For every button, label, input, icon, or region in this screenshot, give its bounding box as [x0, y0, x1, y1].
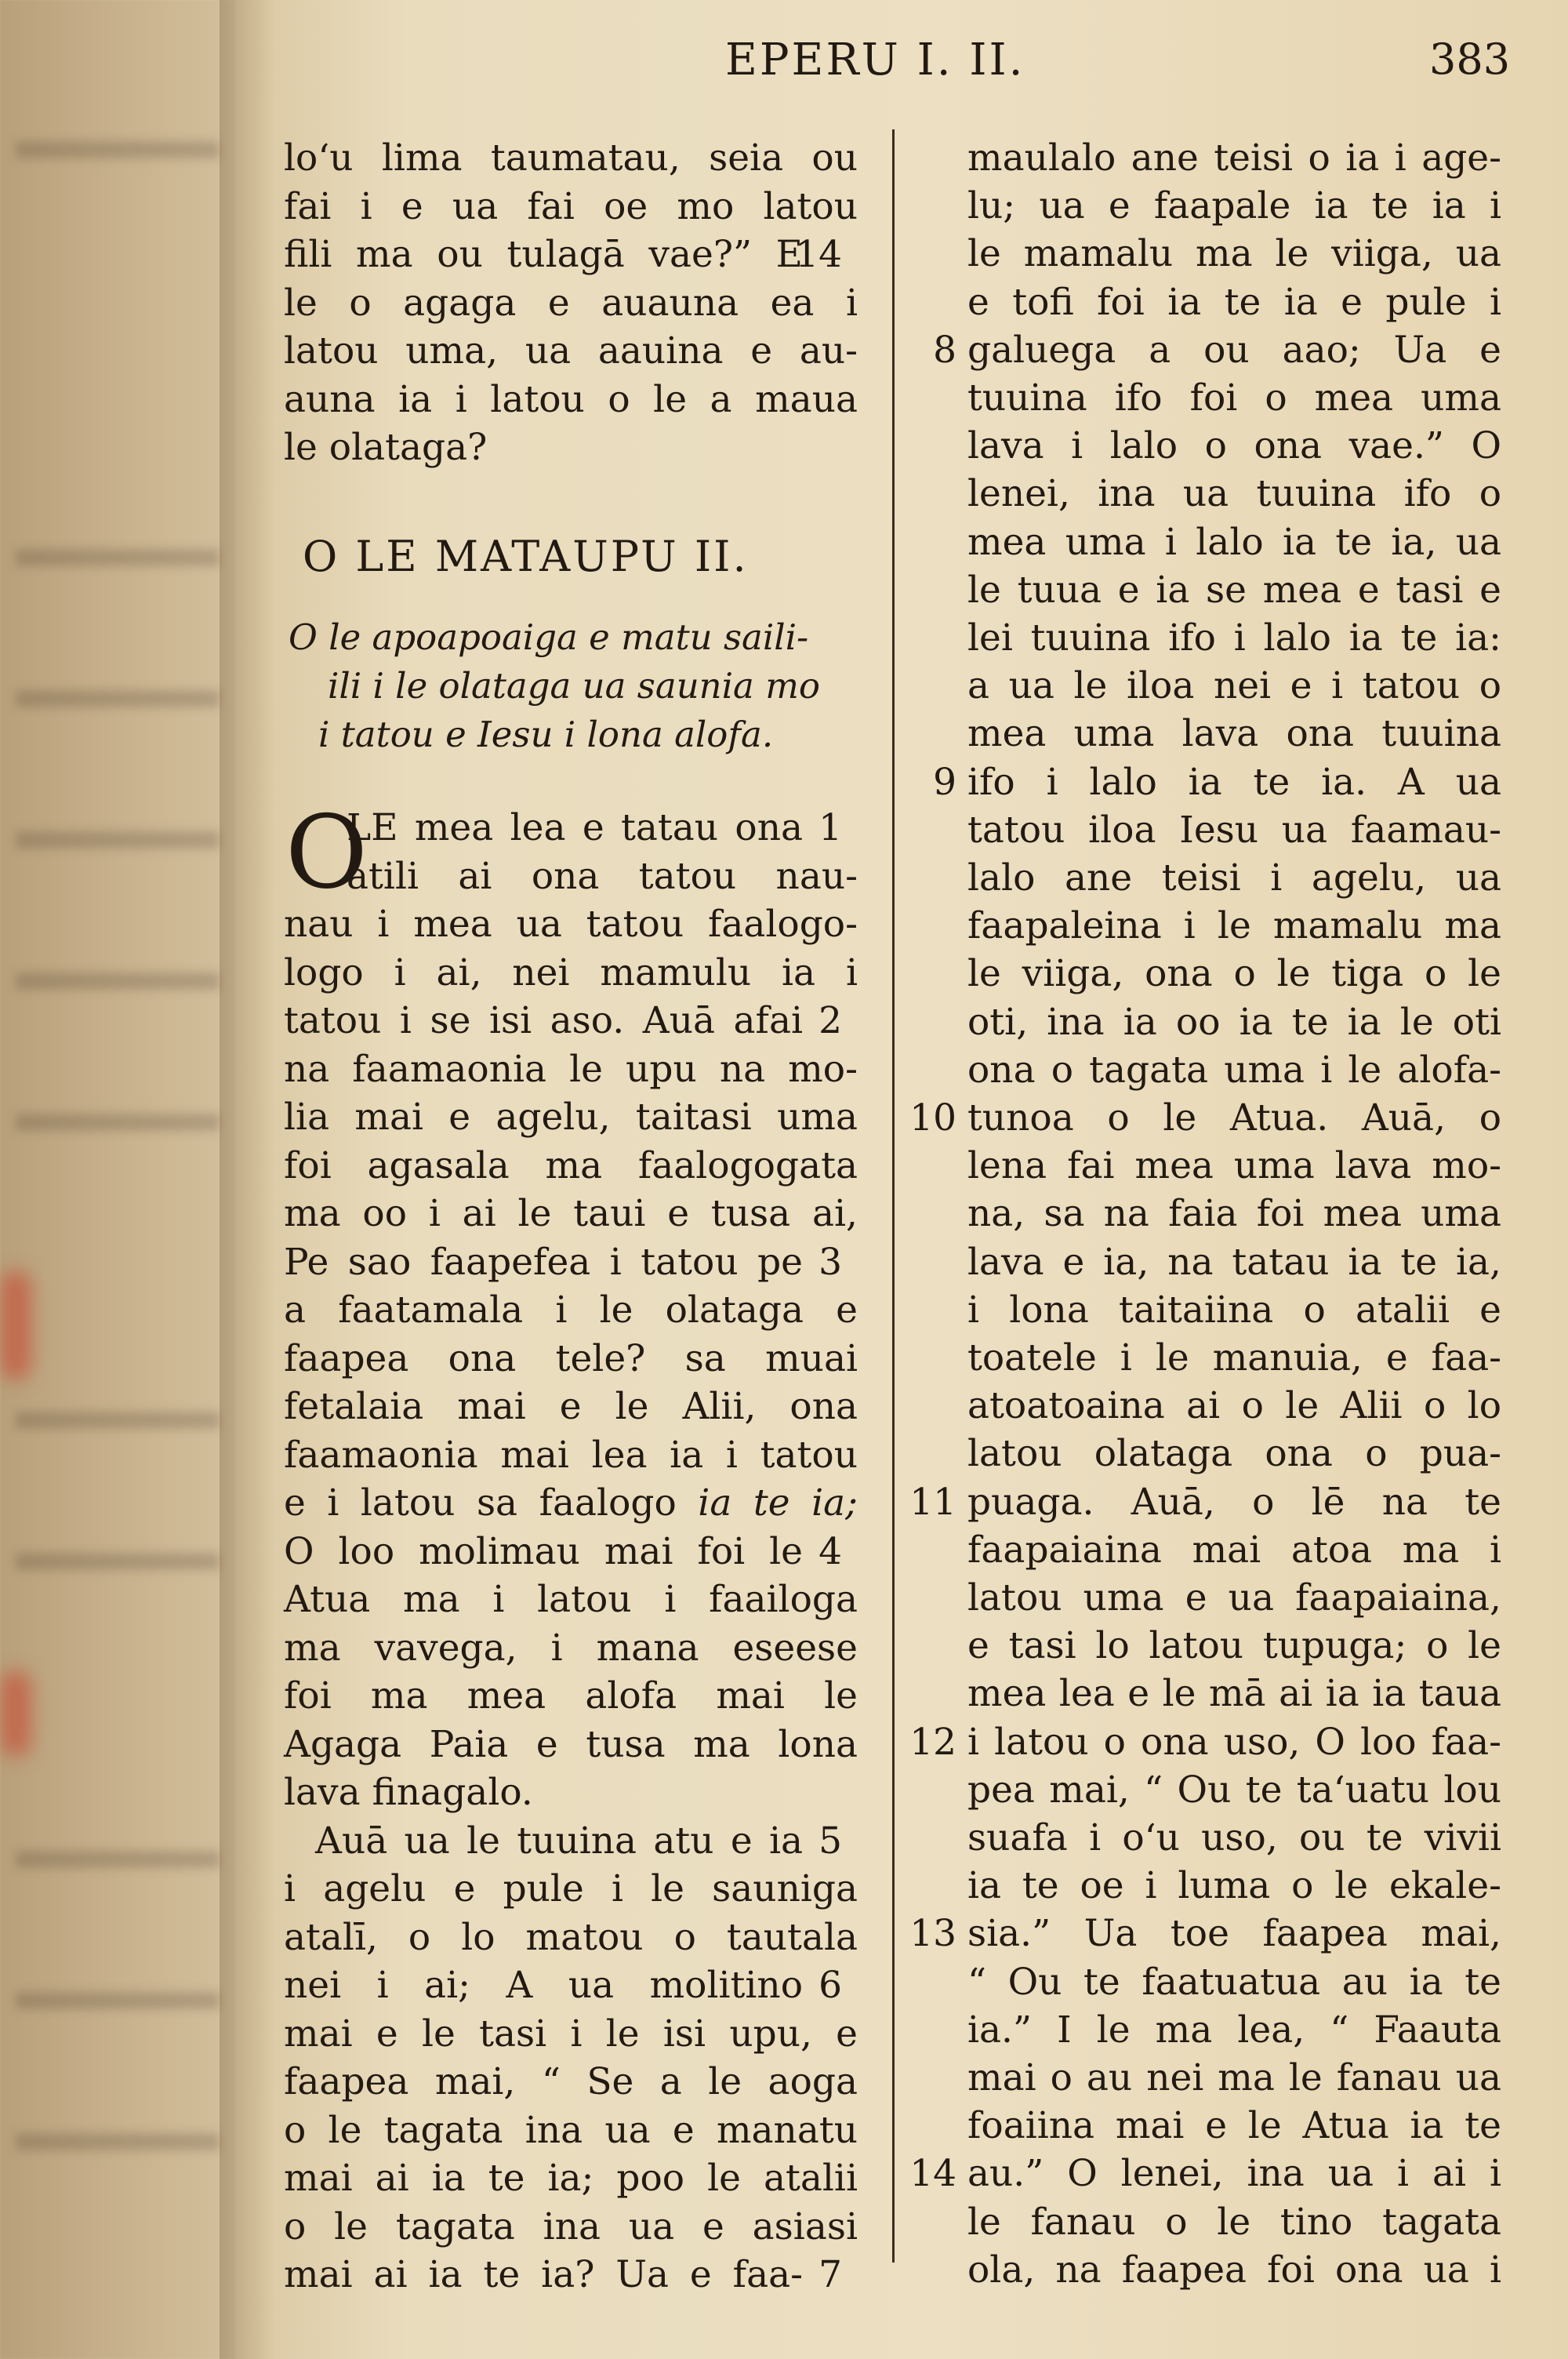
line-text: mai ai ia te ia? Ua e faa-: [284, 2253, 803, 2296]
verse-number: 9: [933, 760, 956, 804]
verse-number: 1: [818, 806, 842, 849]
line-text: faapaiaina mai atoa ma i: [967, 1528, 1501, 1572]
text-line: [274, 1190, 858, 1238]
ghost-stroke: [16, 1114, 220, 1131]
text-line: [274, 328, 858, 375]
line-text: lu; ua e faapale ia te ia i: [967, 184, 1501, 228]
verse-number: 6: [818, 1964, 842, 2007]
line-text: atili ai ona tatou nau-: [347, 854, 858, 898]
line-text: mea uma i lalo ia te ia, ua: [967, 520, 1501, 564]
line-text: latou olataga ona o pua-: [967, 1432, 1501, 1476]
line-text: ma oo i ai le taui e tusa ai,: [284, 1192, 858, 1235]
line-text: faapaleina i le mamalu ma: [967, 904, 1501, 948]
line-text: le fanau o le tino tagata: [967, 2200, 1501, 2244]
text-line: [274, 1576, 858, 1623]
line-text: ona o tagata uma i le alofa-: [967, 1048, 1501, 1092]
text-line: [274, 1143, 858, 1190]
text-line: [274, 1866, 858, 1913]
ghost-stroke: [16, 1553, 220, 1570]
verse-number: 14: [795, 233, 842, 276]
text-line: [902, 279, 1501, 326]
ghost-stroke: [16, 1412, 220, 1429]
text-line: [274, 2252, 858, 2299]
text-line: [274, 231, 858, 278]
text-line: [902, 855, 1501, 902]
text-line: [902, 999, 1501, 1046]
line-text: e tasi lo latou tupuga; o le: [967, 1624, 1501, 1668]
text-line: [902, 1047, 1501, 1094]
text-line: [902, 1527, 1501, 1574]
line-text: a faatamala i le olataga e: [284, 1289, 858, 1332]
line-text: o le tagata ina ua e manatu: [284, 2108, 858, 2152]
line-text: faamaonia mai lea ia i tatou: [284, 1433, 858, 1477]
text-line: [274, 2107, 858, 2154]
verse-number: 13: [909, 1912, 956, 1956]
facing-page-blur: [0, 0, 235, 2359]
line-text: mai o au nei ma le fanau ua: [967, 2056, 1501, 2099]
line-text: “ Ou te faatuatua au ia te: [967, 1960, 1501, 2004]
gutter-shadow: [220, 0, 274, 2359]
chapter-heading: O LE MATAUPU II.: [303, 532, 749, 581]
text-line: [274, 2059, 858, 2106]
text-line: [274, 1287, 858, 1334]
text-line: [274, 1336, 858, 1383]
verse-number: 12: [909, 1720, 956, 1764]
text-line: [274, 1721, 858, 1768]
text-line: [902, 951, 1501, 998]
red-marker: [0, 1670, 31, 1757]
text-line: [902, 183, 1501, 230]
line-text: nei i ai; A ua molitino: [284, 1964, 803, 2007]
text-line: [902, 471, 1501, 518]
line-text: latou uma e ua faapaiaina,: [967, 1576, 1501, 1619]
text-line: [902, 2007, 1501, 2054]
line-text: lava e ia, na tatau ia te ia,: [967, 1240, 1501, 1284]
line-text: a ua le iloa nei e i tatou o: [967, 664, 1501, 708]
line-text: foaiina mai e le Atua ia te: [967, 2104, 1501, 2148]
line-text: i agelu e pule i le sauniga: [284, 1867, 858, 1910]
text-line: [902, 1815, 1501, 1862]
text-line: [902, 2247, 1501, 2294]
text-line: [902, 231, 1501, 278]
line-text: atalī, o lo matou o tautala: [284, 1915, 858, 1959]
line-text: i lona taitaiina o atalii e: [967, 1288, 1501, 1332]
line-text: faapea ona tele? sa muai: [284, 1336, 858, 1380]
verse-number: 10: [909, 1096, 956, 1140]
line-text: suafa i o‘u uso, ou te vivii: [967, 1816, 1501, 1859]
text-line: [274, 1480, 858, 1527]
text-line: [902, 759, 1501, 806]
line-text: ola, na faapea foi ona ua i: [967, 2248, 1501, 2292]
line-text: au.” O lenei, ina ua i ai i: [967, 2152, 1501, 2196]
line-text: o le tagata ina ua e asiasi: [284, 2205, 858, 2248]
chapter-summary-line: i tatou e Iesu i lona alofa.: [318, 714, 774, 755]
ghost-stroke: [16, 972, 220, 990]
line-text: fai i e ua fai oe mo latou: [284, 184, 858, 228]
line-text: mai ai ia te ia; poo le atalii: [284, 2157, 858, 2200]
line-text: pea mai, “ Ou te ta‘uatu lou: [967, 1768, 1501, 1812]
line-text: ia te oe i luma o le ekale-: [967, 1864, 1501, 1908]
text-line: [274, 376, 858, 423]
line-text: ifo i lalo ia te ia. A ua: [967, 760, 1501, 804]
text-line: [274, 1383, 858, 1430]
line-text: lia mai e agelu, taitasi uma: [284, 1096, 858, 1139]
text-line: [902, 1383, 1501, 1430]
line-text: Pe sao faapefea i tatou pe: [284, 1240, 803, 1284]
text-line: [902, 1575, 1501, 1622]
line-text: tatou i se isi aso. Auā afai: [284, 999, 803, 1042]
text-line: [274, 1818, 858, 1865]
text-line: [902, 1143, 1501, 1190]
line-text: logo i ai, nei mamulu ia i: [284, 951, 858, 994]
text-line: [902, 1767, 1501, 1814]
text-line: [902, 615, 1501, 662]
verse-number: 8: [933, 328, 956, 372]
line-text: e tofi foi ia te ia e pule i: [967, 280, 1501, 324]
text-line: [274, 1625, 858, 1672]
page-number: 383: [1429, 35, 1511, 84]
text-line: [902, 1287, 1501, 1334]
line-text: tunoa o le Atua. Auā, o: [967, 1096, 1501, 1140]
line-text: faapea mai, “ Se a le aoga: [284, 2060, 858, 2103]
line-text: lenei, ina ua tuuina ifo o: [967, 472, 1501, 516]
line-text: Atua ma i latou i faailoga: [284, 1578, 858, 1621]
line-text: e i latou sa faalogo ia te ia;: [284, 1481, 858, 1525]
line-text: latou uma, ua aauina e au-: [284, 329, 858, 373]
text-line: [274, 1673, 858, 1720]
text-line: [902, 711, 1501, 758]
line-text: mai e le tasi i le isi upu, e: [284, 2012, 858, 2055]
text-line: [274, 1914, 858, 1961]
line-text: toatele i le manuia, e faa-: [967, 1336, 1501, 1379]
column-divider: [892, 129, 895, 2263]
text-line: [902, 1959, 1501, 2006]
text-line: [902, 663, 1501, 710]
text-line: [902, 1239, 1501, 1286]
ghost-stroke: [16, 690, 220, 707]
text-line: [902, 375, 1501, 422]
line-text: tuuina ifo foi o mea uma: [967, 376, 1501, 420]
line-text: tatou iloa Iesu ua faamau-: [967, 808, 1501, 852]
line-text: puaga. Auā, o lē na te: [967, 1480, 1501, 1524]
line-text: auna ia i latou o le a maua: [284, 377, 858, 421]
text-line: [902, 2150, 1501, 2197]
line-text: O loo molimau mai foi le: [284, 1529, 803, 1573]
text-line: [902, 135, 1501, 182]
text-line: [274, 950, 858, 997]
text-line: [274, 1432, 858, 1479]
text-line: [274, 2011, 858, 2058]
text-line: [902, 2199, 1501, 2246]
line-text: nau i mea ua tatou faalogo-: [284, 903, 858, 946]
verse-number: 7: [818, 2253, 842, 2296]
text-line: [274, 135, 858, 182]
drop-cap: O: [285, 794, 368, 911]
text-line: [902, 807, 1501, 854]
text-line: [902, 423, 1501, 470]
line-text: oti, ina ia oo ia te ia le oti: [967, 1000, 1501, 1044]
line-text: le o agaga e auauna ea i: [284, 281, 858, 325]
text-line: [902, 1670, 1501, 1717]
line-text: mea lea e le mā ai ia ia taua: [967, 1672, 1501, 1716]
running-head: EPERU I. II.: [725, 35, 1025, 85]
page-header: [0, 35, 1568, 89]
line-text: i latou o ona uso, O loo faa-: [967, 1720, 1501, 1764]
line-text: ia.” I le ma lea, “ Faauta: [967, 2008, 1501, 2052]
chapter-summary-line: ili i le olataga ua saunia mo: [328, 665, 820, 707]
text-line: [902, 1095, 1501, 1142]
chapter-summary-line: O le apoapoaiga e matu saili-: [289, 616, 809, 658]
line-text: galuega a ou aao; Ua e: [967, 328, 1501, 372]
verse-number: 5: [818, 1819, 842, 1863]
verse-number: 3: [818, 1240, 842, 1284]
text-line: [902, 903, 1501, 950]
text-line: [902, 1863, 1501, 1910]
text-line: [274, 1528, 858, 1576]
line-text: lei tuuina ifo i lalo ia te ia:: [967, 616, 1501, 660]
line-text: le viiga, ona o le tiga o le: [967, 952, 1501, 996]
ghost-stroke: [16, 141, 220, 158]
text-line: [902, 1479, 1501, 1526]
text-line: [902, 519, 1501, 566]
line-text: le olataga?: [284, 426, 488, 469]
line-text: le tuua e ia se mea e tasi e: [967, 568, 1501, 612]
line-text: lava finagalo.: [284, 1771, 533, 1814]
line-text: fetalaia mai e le Alii, ona: [284, 1385, 858, 1428]
line-text: Auā ua le tuuina atu e ia: [315, 1819, 803, 1863]
text-line: [274, 901, 858, 948]
line-text: fili ma ou tulagā vae?” E: [284, 233, 803, 276]
line-text: le mamalu ma le viiga, ua: [967, 232, 1501, 276]
ghost-stroke: [16, 2133, 220, 2150]
line-text: LE mea lea e tatau ona: [347, 806, 803, 849]
text-line: [902, 327, 1501, 374]
text-line: [274, 998, 858, 1045]
text-line: [902, 1190, 1501, 1238]
verse-number: 4: [818, 1529, 842, 1573]
line-text: lena fai mea uma lava mo-: [967, 1144, 1501, 1188]
verse-number: 2: [818, 999, 842, 1042]
text-line: [902, 1910, 1501, 1957]
text-line: [902, 1623, 1501, 1670]
line-text: maulalo ane teisi o ia i age-: [967, 136, 1501, 180]
verse-number: 14: [909, 2152, 956, 2196]
text-line: [902, 567, 1501, 614]
italic-phrase: ia te ia;: [676, 1481, 858, 1525]
ghost-stroke: [16, 1851, 220, 1868]
text-line: [274, 805, 858, 852]
text-line: [274, 1962, 858, 2009]
text-line: [274, 2204, 858, 2251]
ghost-stroke: [16, 549, 220, 566]
text-line: [274, 280, 858, 327]
line-text: Agaga Paia e tusa ma lona: [284, 1722, 858, 1766]
text-line: [902, 1719, 1501, 1766]
line-text: lalo ane teisi i agelu, ua: [967, 856, 1501, 900]
line-text: lava i lalo o ona vae.” O: [967, 424, 1501, 468]
line-text: foi ma mea alofa mai le: [284, 1674, 858, 1717]
line-text: sia.” Ua toe faapea mai,: [967, 1912, 1501, 1956]
text-line: [274, 1239, 858, 1286]
text-line: [274, 184, 858, 231]
text-line: [274, 853, 858, 900]
text-line: [274, 1046, 858, 1093]
text-line: [902, 2055, 1501, 2102]
text-line: [902, 2103, 1501, 2150]
line-text: na, sa na faia foi mea uma: [967, 1192, 1501, 1236]
line-text: lo‘u lima taumatau, seia ou: [284, 136, 858, 180]
line-text: na faamaonia le upu na mo-: [284, 1047, 858, 1091]
text-line: [274, 2155, 858, 2202]
line-text: ma vavega, i mana eseese: [284, 1626, 858, 1670]
verse-number: 11: [909, 1480, 956, 1524]
ghost-stroke: [16, 831, 220, 849]
text-line: [274, 1769, 858, 1816]
text-line: [902, 1335, 1501, 1382]
text-line: [902, 1430, 1501, 1478]
text-line: [274, 424, 858, 471]
ghost-stroke: [16, 1992, 220, 2009]
text-line: [274, 1094, 858, 1141]
line-text: atoatoaina ai o le Alii o lo: [967, 1384, 1501, 1428]
line-text: foi agasala ma faalogogata: [284, 1143, 858, 1187]
red-marker: [0, 1270, 31, 1380]
line-text: mea uma lava ona tuuina: [967, 712, 1501, 756]
